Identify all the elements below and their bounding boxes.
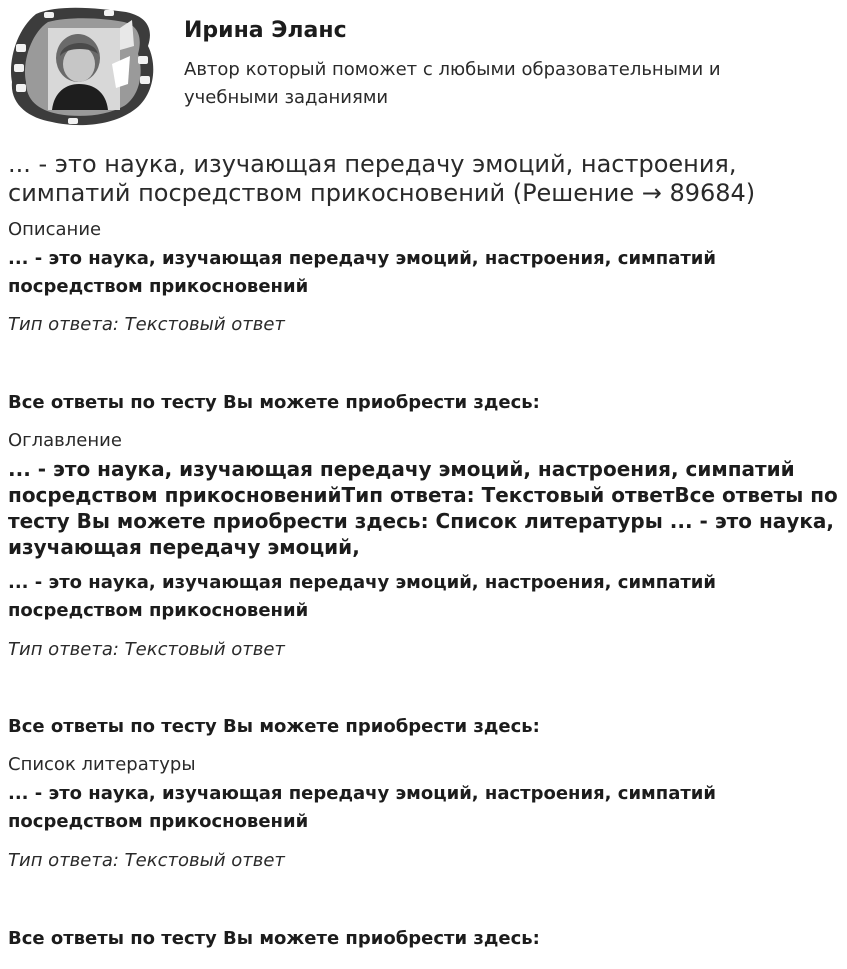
- author-avatar: [8, 6, 156, 128]
- description-buy-text: Все ответы по тесту Вы можете приобрести здесь:: [8, 392, 540, 413]
- author-card: [8, 6, 838, 128]
- contents-heading: Оглавление: [8, 430, 122, 451]
- description-question: ... - это наука, изучающая передачу эмоций, настроения, симпатий посредством прикосновений: [8, 248, 717, 297]
- description-heading: Описание: [8, 219, 102, 240]
- references-answer-type: Тип ответа: Текстовый ответ: [8, 850, 285, 871]
- contents-buy-text: Все ответы по тесту Вы можете приобрести здесь:: [8, 716, 540, 737]
- contents-question: ... - это наука, изучающая передачу эмоций, настроения, симпатий посредством прикосновений: [8, 572, 717, 621]
- references-buy-text: Все ответы по тесту Вы можете приобрести здесь:: [8, 928, 540, 949]
- references-question: ... - это наука, изучающая передачу эмоций, настроения, симпатий посредством прикосновений: [8, 783, 717, 832]
- references-heading: Список литературы: [8, 754, 196, 775]
- contents-answer-type: Тип ответа: Текстовый ответ: [8, 639, 285, 660]
- author-name: Ирина Эланс: [184, 18, 347, 43]
- description-answer-type: Тип ответа: Текстовый ответ: [8, 314, 285, 335]
- author-bio: Автор который поможет с любыми образовательными и учебными заданиями: [184, 59, 721, 108]
- contents-summary: ... - это наука, изучающая передачу эмоций, настроения, симпатий посредством прикосновенийТип ответа: Текстовый ответВсе ответы по тесту Вы можете приобрести здесь: Список литературы ... - это наука, изучающая передачу эмоций,: [8, 457, 838, 559]
- page-title: ... - это наука, изучающая передачу эмоций, настроения, симпатий посредством прикосновений (Решение → 89684): [8, 150, 756, 207]
